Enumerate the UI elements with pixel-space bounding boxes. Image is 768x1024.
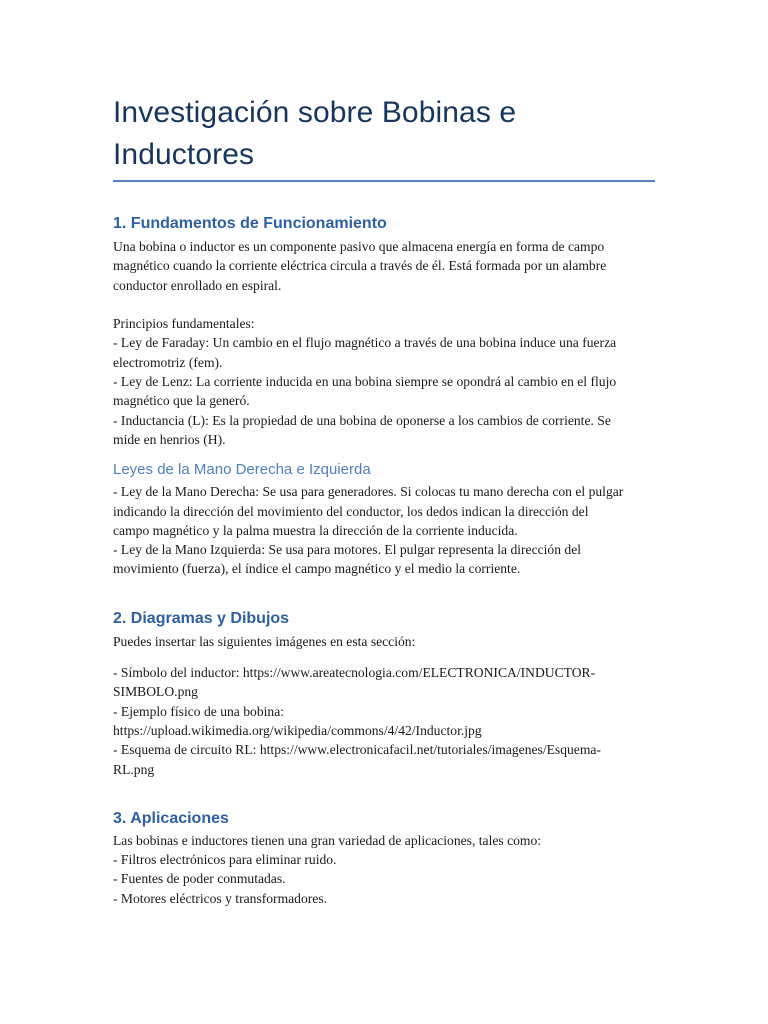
text-line: RL.png xyxy=(113,761,155,777)
section-1-intro xyxy=(113,237,655,449)
blank-line xyxy=(113,295,655,314)
text-line: - Inductancia (L): Es la propiedad de una bobina de oponerse a los cambios de corriente. Se xyxy=(113,412,611,428)
text-line: campo magnético y la palma muestra la dirección de la corriente inducida. xyxy=(113,522,518,538)
title-underline-rule xyxy=(113,180,655,182)
text-line: - Filtros electrónicos para eliminar ruido. xyxy=(113,852,337,868)
section-1-subheading: Leyes de la Mano Derecha e Izquierda xyxy=(113,461,371,479)
section-1-heading: 1. Fundamentos de Funcionamiento xyxy=(113,215,387,232)
image-links-list xyxy=(113,663,655,779)
text-line: - Ley de la Mano Derecha: Se usa para generadores. Si colocas tu mano derecha con el pulgar xyxy=(113,484,624,500)
text-line: magnético cuando la corriente eléctrica circula a través de él. Está formada por un alambre xyxy=(113,258,607,274)
text-line: indicando la dirección del movimiento del conductor, los dedos indican la dirección del xyxy=(113,503,589,519)
text-line: https://upload.wikimedia.org/wikipedia/commons/4/42/Inductor.jpg xyxy=(113,722,482,738)
text-line: Una bobina o inductor es un componente pasivo que almacena energía en forma de campo xyxy=(113,239,605,254)
text-line: Principios fundamentales: xyxy=(113,316,255,332)
text-line: - Símbolo del inductor: https://www.areatecnologia.com/ELECTRONICA/INDUCTOR- xyxy=(113,665,596,681)
document-page xyxy=(113,92,655,908)
text-line: conductor enrollado en espiral. xyxy=(113,277,282,293)
title-line-1: Investigación sobre Bobinas e xyxy=(113,96,517,129)
text-line: - Motores eléctricos y transformadores. xyxy=(113,890,328,906)
text-line: - Fuentes de poder conmutadas. xyxy=(113,871,286,887)
text-line: - Ley de Faraday: Un cambio en el flujo magnético a través de una bobina induce una fuerza xyxy=(113,335,617,351)
text-line: SIMBOLO.png xyxy=(113,684,198,700)
section-2-intro xyxy=(113,632,655,651)
applications-list xyxy=(113,831,655,908)
hand-rules-paragraph xyxy=(113,482,655,578)
text-line: - Ley de Lenz: La corriente inducida en una bobina siempre se opondrá al cambio en el flujo xyxy=(113,374,617,390)
text-line: magnético que la generó. xyxy=(113,393,250,409)
text-line: - Ley de la Mano Izquierda: Se usa para motores. El pulgar representa la dirección del xyxy=(113,542,582,558)
text-line: Puedes insertar las siguientes imágenes en esta sección: xyxy=(113,633,416,649)
text-line: movimiento (fuerza), el índice el campo magnético y el medio la corriente. xyxy=(113,561,521,577)
document-title xyxy=(113,92,655,176)
text-line: mide en henrios (H). xyxy=(113,431,226,447)
text-line: - Ejemplo físico de una bobina: xyxy=(113,703,285,719)
text-line: - Esquema de circuito RL: https://www.electronicafacil.net/tutoriales/imagenes/Esquema- xyxy=(113,742,601,758)
section-2-heading: 2. Diagramas y Dibujos xyxy=(113,609,290,627)
section-3-heading: 3. Aplicaciones xyxy=(113,809,229,827)
text-line: Las bobinas e inductores tienen una gran variedad de aplicaciones, tales como: xyxy=(113,832,542,848)
text-line: electromotriz (fem). xyxy=(113,354,223,370)
title-line-2: Inductores xyxy=(113,138,255,171)
